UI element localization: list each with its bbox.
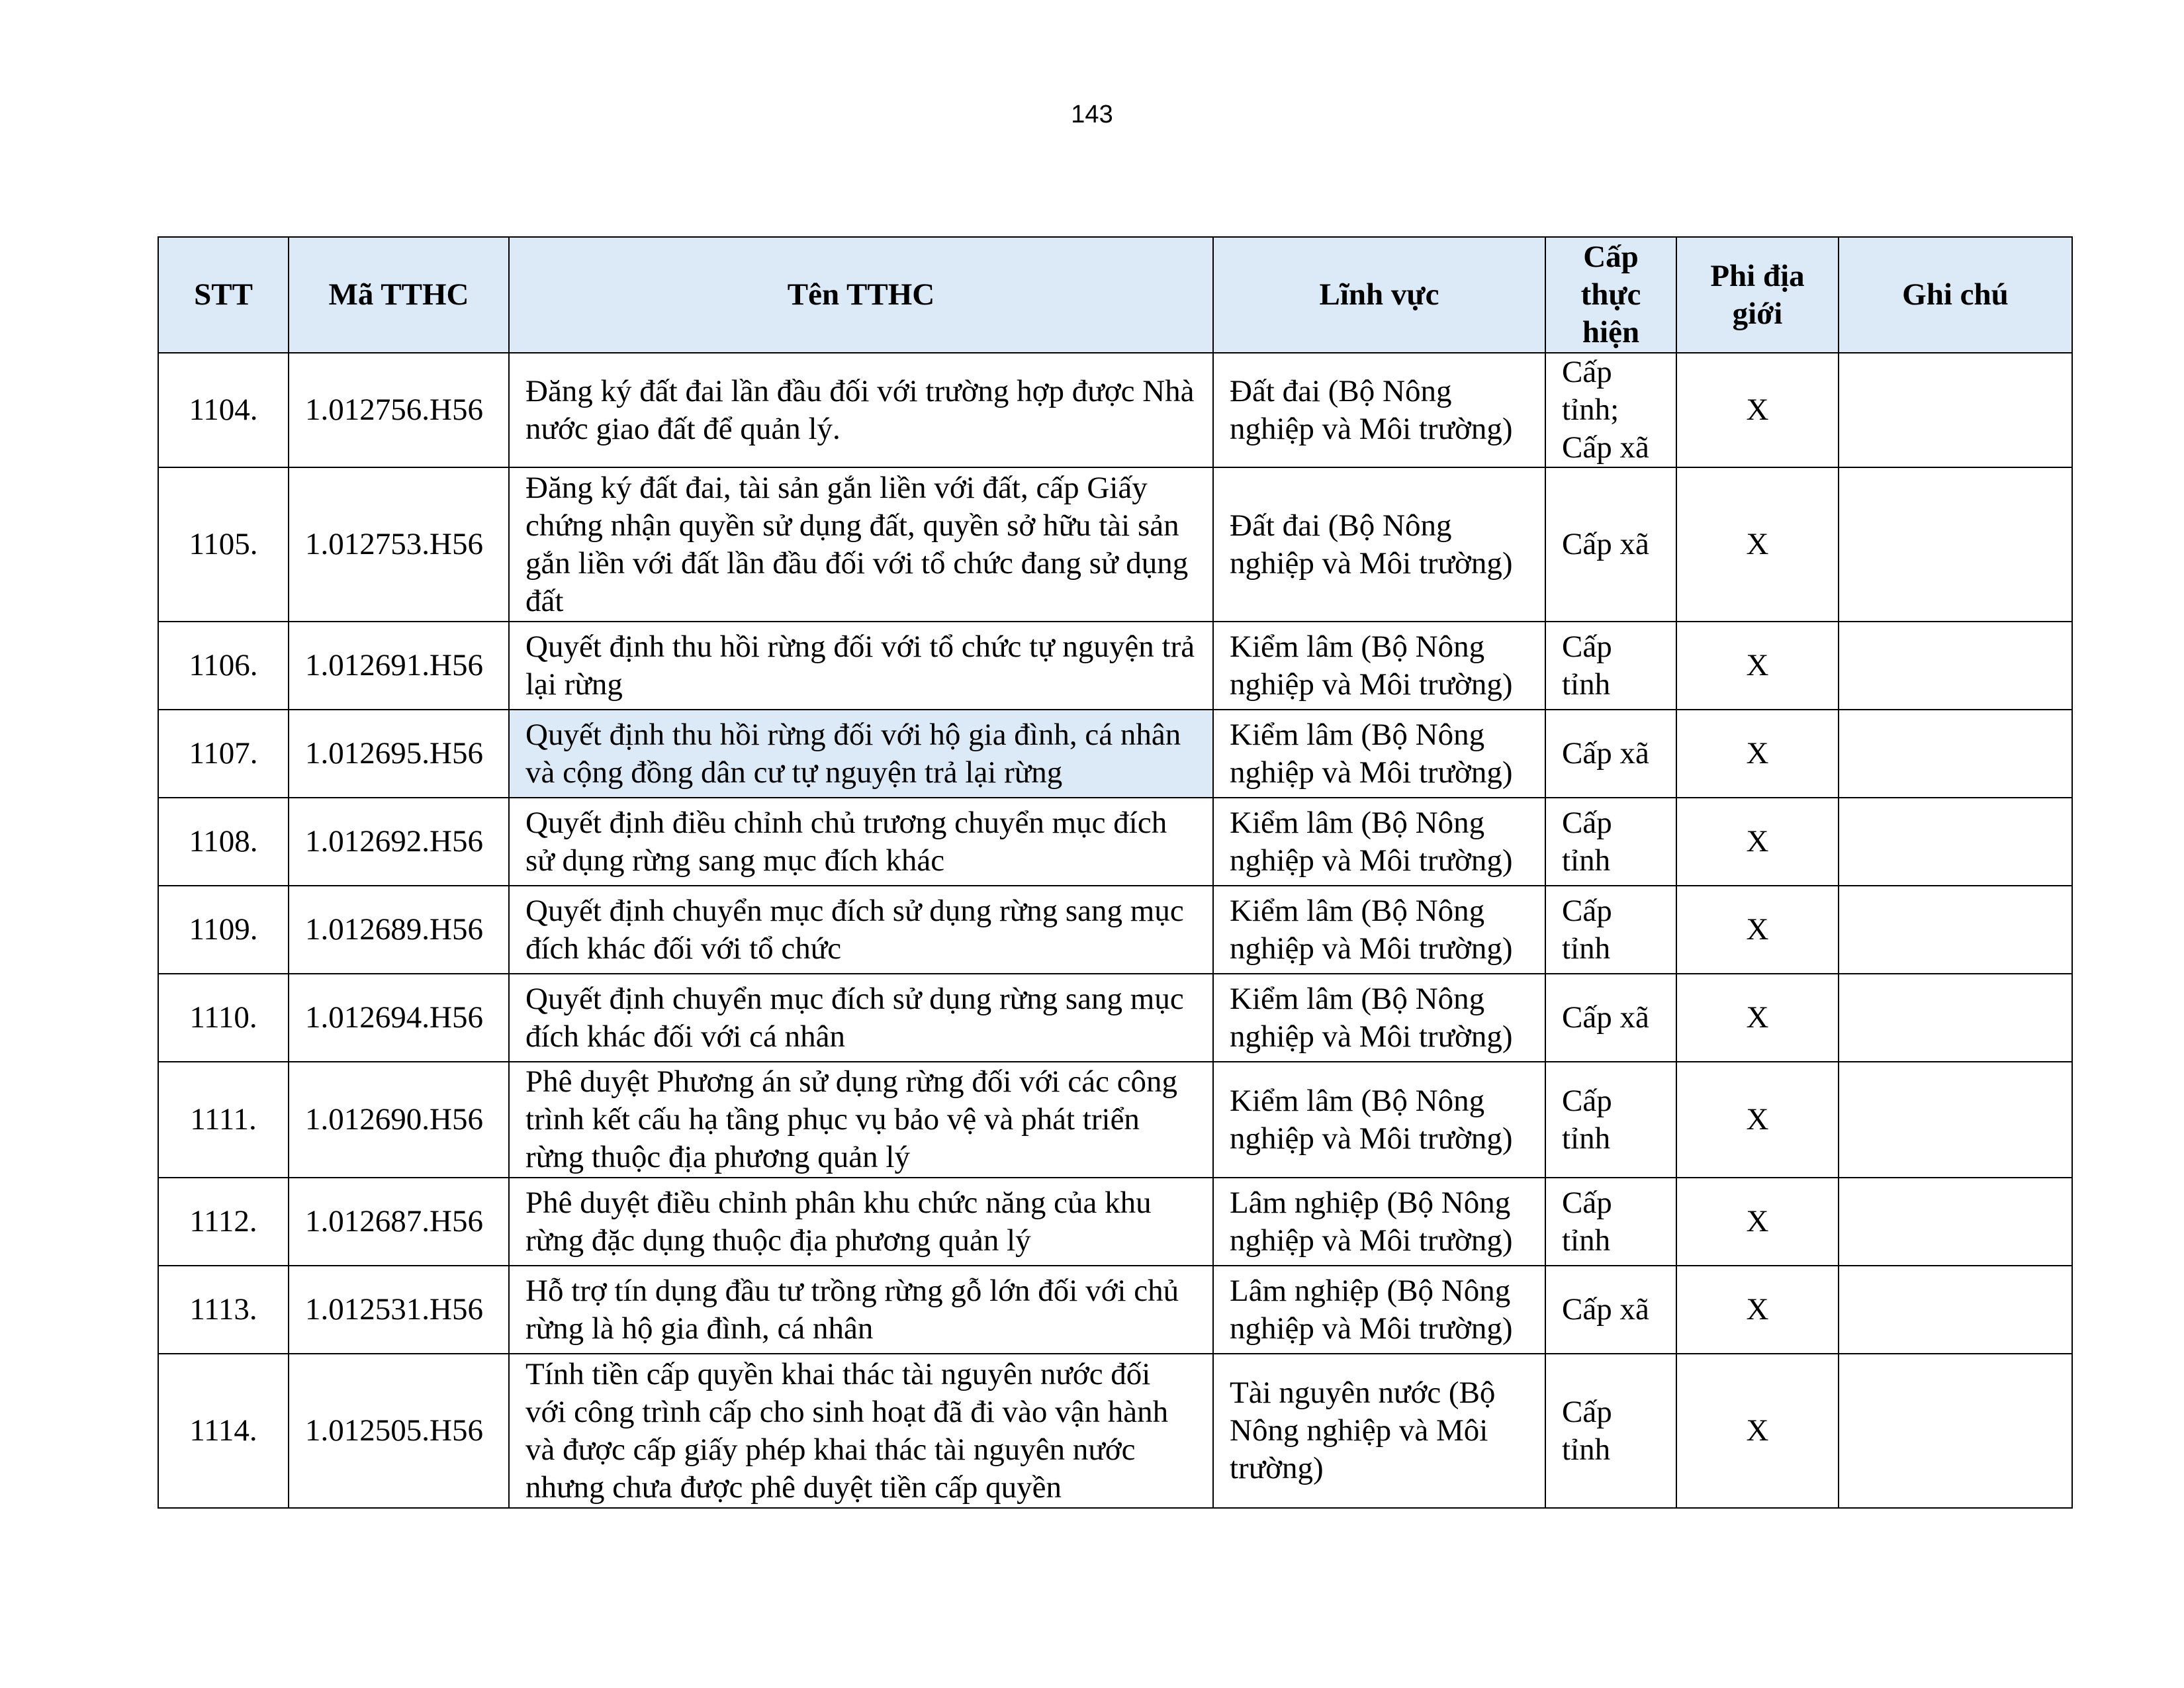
cell-note (1839, 467, 2072, 622)
cell-note (1839, 1266, 2072, 1354)
cell-note (1839, 1178, 2072, 1266)
cell-field: Kiểm lâm (Bộ Nông nghiệp và Môi trường) (1213, 1062, 1545, 1178)
cell-name: Đăng ký đất đai lần đầu đối với trường hợp được Nhà nước giao đất để quản lý. (509, 353, 1213, 467)
cell-level: Cấp tỉnh (1545, 1062, 1676, 1178)
procedures-table (158, 236, 2073, 1509)
cell-note (1839, 353, 2072, 467)
cell-code: 1.012694.H56 (289, 974, 509, 1062)
cell-code: 1.012692.H56 (289, 798, 509, 886)
cell-level: Cấp xã (1545, 1266, 1676, 1354)
cell-level: Cấp xã (1545, 974, 1676, 1062)
page-number: 143 (1071, 101, 1113, 128)
table-row (158, 974, 2072, 1062)
cell-note (1839, 886, 2072, 974)
cell-code: 1.012695.H56 (289, 710, 509, 798)
cell-level: Cấp tỉnh; Cấp xã (1545, 353, 1676, 467)
cell-code: 1.012753.H56 (289, 467, 509, 622)
table-row (158, 710, 2072, 798)
cell-code: 1.012531.H56 (289, 1266, 509, 1354)
cell-field: Đất đai (Bộ Nông nghiệp và Môi trường) (1213, 353, 1545, 467)
cell-level: Cấp tỉnh (1545, 798, 1676, 886)
header-note: Ghi chú (1839, 237, 2072, 353)
cell-note (1839, 1062, 2072, 1178)
cell-level: Cấp tỉnh (1545, 622, 1676, 710)
header-level: Cấp thực hiện (1545, 237, 1676, 353)
table-header-row (158, 237, 2072, 353)
cell-code: 1.012691.H56 (289, 622, 509, 710)
cell-phi-dia-gioi: X (1676, 798, 1839, 886)
cell-code: 1.012687.H56 (289, 1178, 509, 1266)
cell-level: Cấp tỉnh (1545, 1354, 1676, 1508)
cell-phi-dia-gioi: X (1676, 710, 1839, 798)
cell-code: 1.012505.H56 (289, 1354, 509, 1508)
cell-phi-dia-gioi: X (1676, 622, 1839, 710)
cell-field: Kiểm lâm (Bộ Nông nghiệp và Môi trường) (1213, 710, 1545, 798)
table-row (158, 353, 2072, 467)
cell-stt: 1112. (158, 1178, 289, 1266)
cell-field: Kiểm lâm (Bộ Nông nghiệp và Môi trường) (1213, 622, 1545, 710)
cell-stt: 1104. (158, 353, 289, 467)
cell-name: Quyết định chuyển mục đích sử dụng rừng sang mục đích khác đối với cá nhân (509, 974, 1213, 1062)
table-row (158, 1062, 2072, 1178)
cell-note (1839, 798, 2072, 886)
cell-code: 1.012689.H56 (289, 886, 509, 974)
cell-stt: 1110. (158, 974, 289, 1062)
table-row (158, 886, 2072, 974)
cell-note (1839, 710, 2072, 798)
cell-note (1839, 1354, 2072, 1508)
cell-name: Tính tiền cấp quyền khai thác tài nguyên nước đối với công trình cấp cho sinh hoạt đã đi vào vận hành và được cấp giấy phép khai thác tài nguyên nước nhưng chưa được phê duyệt tiền cấp quyền (509, 1354, 1213, 1508)
header-stt: STT (158, 237, 289, 353)
table-row (158, 798, 2072, 886)
cell-stt: 1106. (158, 622, 289, 710)
header-name: Tên TTHC (509, 237, 1213, 353)
cell-phi-dia-gioi: X (1676, 1266, 1839, 1354)
table-row (158, 467, 2072, 622)
cell-name: Hỗ trợ tín dụng đầu tư trồng rừng gỗ lớn đối với chủ rừng là hộ gia đình, cá nhân (509, 1266, 1213, 1354)
cell-phi-dia-gioi: X (1676, 467, 1839, 622)
table-row (158, 1354, 2072, 1508)
cell-field: Tài nguyên nước (Bộ Nông nghiệp và Môi trường) (1213, 1354, 1545, 1508)
cell-note (1839, 622, 2072, 710)
cell-phi-dia-gioi: X (1676, 353, 1839, 467)
cell-phi-dia-gioi: X (1676, 1178, 1839, 1266)
cell-stt: 1107. (158, 710, 289, 798)
cell-level: Cấp tỉnh (1545, 1178, 1676, 1266)
cell-stt: 1111. (158, 1062, 289, 1178)
cell-name: Đăng ký đất đai, tài sản gắn liền với đất, cấp Giấy chứng nhận quyền sử dụng đất, quyền sở hữu tài sản gắn liền với đất lần đầu đối với tổ chức đang sử dụng đất (509, 467, 1213, 622)
cell-name: Quyết định chuyển mục đích sử dụng rừng sang mục đích khác đối với tổ chức (509, 886, 1213, 974)
cell-name: Quyết định điều chỉnh chủ trương chuyển mục đích sử dụng rừng sang mục đích khác (509, 798, 1213, 886)
cell-field: Kiểm lâm (Bộ Nông nghiệp và Môi trường) (1213, 974, 1545, 1062)
cell-level: Cấp tỉnh (1545, 886, 1676, 974)
cell-level: Cấp xã (1545, 710, 1676, 798)
cell-field: Lâm nghiệp (Bộ Nông nghiệp và Môi trường) (1213, 1266, 1545, 1354)
cell-field: Kiểm lâm (Bộ Nông nghiệp và Môi trường) (1213, 886, 1545, 974)
cell-stt: 1105. (158, 467, 289, 622)
cell-note (1839, 974, 2072, 1062)
cell-name: Phê duyệt Phương án sử dụng rừng đối với các công trình kết cấu hạ tầng phục vụ bảo vệ và phát triển rừng thuộc địa phương quản lý (509, 1062, 1213, 1178)
table-row (158, 1178, 2072, 1266)
cell-field: Lâm nghiệp (Bộ Nông nghiệp và Môi trường) (1213, 1178, 1545, 1266)
cell-stt: 1114. (158, 1354, 289, 1508)
cell-name: Quyết định thu hồi rừng đối với tổ chức tự nguyện trả lại rừng (509, 622, 1213, 710)
cell-phi-dia-gioi: X (1676, 886, 1839, 974)
cell-stt: 1109. (158, 886, 289, 974)
cell-level: Cấp xã (1545, 467, 1676, 622)
header-phi-dia-gioi: Phi địa giới (1676, 237, 1839, 353)
table-row (158, 1266, 2072, 1354)
cell-stt: 1113. (158, 1266, 289, 1354)
cell-field: Đất đai (Bộ Nông nghiệp và Môi trường) (1213, 467, 1545, 622)
cell-phi-dia-gioi: X (1676, 1062, 1839, 1178)
cell-code: 1.012756.H56 (289, 353, 509, 467)
cell-stt: 1108. (158, 798, 289, 886)
header-field: Lĩnh vực (1213, 237, 1545, 353)
cell-name: Phê duyệt điều chỉnh phân khu chức năng của khu rừng đặc dụng thuộc địa phương quản lý (509, 1178, 1213, 1266)
cell-phi-dia-gioi: X (1676, 974, 1839, 1062)
cell-code: 1.012690.H56 (289, 1062, 509, 1178)
table-row (158, 622, 2072, 710)
cell-name: Quyết định thu hồi rừng đối với hộ gia đình, cá nhân và cộng đồng dân cư tự nguyện trả lại rừng (509, 710, 1213, 798)
header-code: Mã TTHC (289, 237, 509, 353)
cell-field: Kiểm lâm (Bộ Nông nghiệp và Môi trường) (1213, 798, 1545, 886)
cell-phi-dia-gioi: X (1676, 1354, 1839, 1508)
